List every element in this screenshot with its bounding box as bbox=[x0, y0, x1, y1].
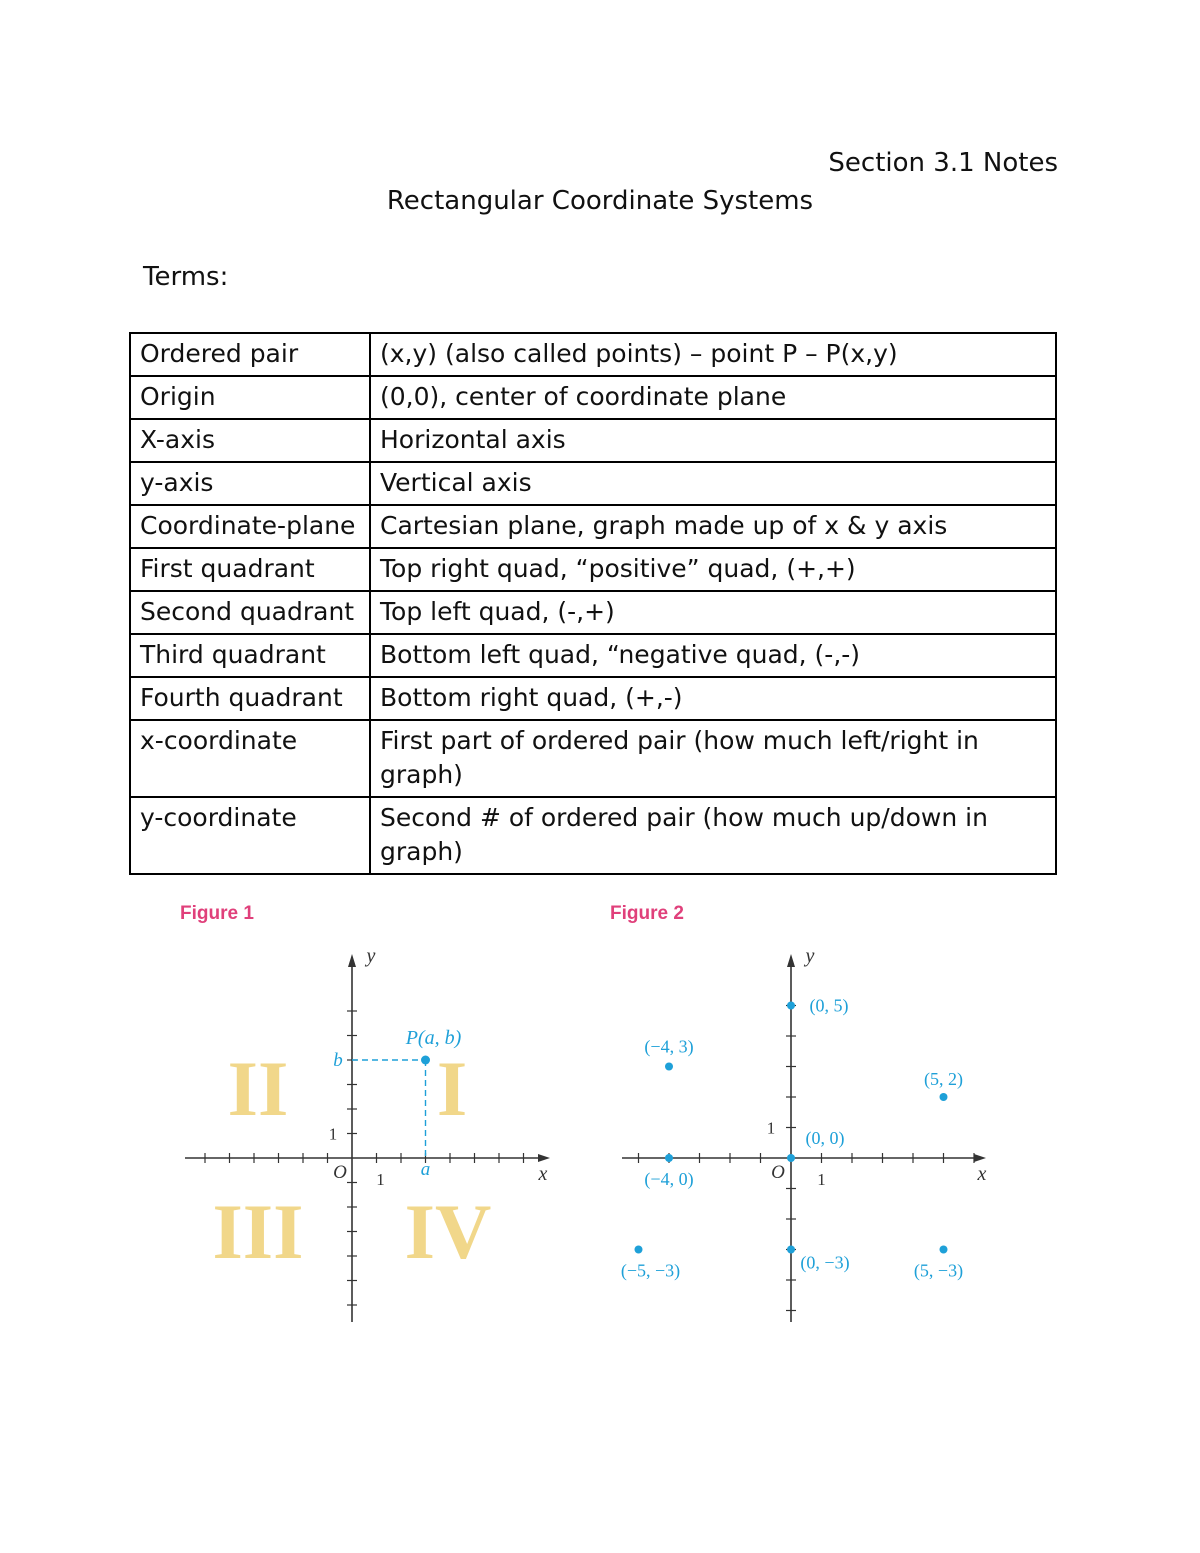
definition-cell: First part of ordered pair (how much left/right in graph) bbox=[370, 720, 1056, 797]
table-row bbox=[130, 797, 1056, 874]
table-row bbox=[130, 634, 1056, 677]
point-label: (5, −3) bbox=[913, 1260, 964, 1281]
definition-cell: (0,0), center of coordinate plane bbox=[370, 376, 1056, 419]
origin-label: O bbox=[333, 1162, 347, 1183]
page-title: Rectangular Coordinate Systems bbox=[386, 186, 814, 216]
data-point bbox=[665, 1154, 673, 1162]
term-cell: Fourth quadrant bbox=[130, 677, 370, 720]
table-row bbox=[130, 376, 1056, 419]
point-label: (−4, 3) bbox=[644, 1036, 694, 1057]
table-row bbox=[130, 462, 1056, 505]
table-row bbox=[130, 720, 1056, 797]
table-row bbox=[130, 548, 1056, 591]
data-point bbox=[940, 1093, 948, 1101]
point-label: (0, 0) bbox=[805, 1128, 845, 1148]
y-axis-label: y bbox=[805, 945, 815, 967]
terms-heading: Terms: bbox=[143, 262, 229, 292]
table-row bbox=[130, 419, 1056, 462]
figure1-graph bbox=[170, 940, 570, 1330]
section-label: Section 3.1 Notes bbox=[828, 148, 1058, 178]
term-cell: Coordinate-plane bbox=[130, 505, 370, 548]
table-row bbox=[130, 591, 1056, 634]
definition-cell: Second # of ordered pair (how much up/down in graph) bbox=[370, 797, 1056, 874]
term-cell: y-coordinate bbox=[130, 797, 370, 874]
b-label: b bbox=[333, 1050, 343, 1071]
y-unit-label: 1 bbox=[766, 1118, 776, 1138]
term-cell: x-coordinate bbox=[130, 720, 370, 797]
y-axis-label: y bbox=[366, 945, 376, 967]
definition-cell: Horizontal axis bbox=[370, 419, 1056, 462]
point-label: (−5, −3) bbox=[620, 1260, 681, 1281]
definition-cell: (x,y) (also called points) – point P – P(x,y) bbox=[370, 333, 1056, 376]
point-p-label: P(a, b) bbox=[405, 1027, 462, 1049]
term-cell: y-axis bbox=[130, 462, 370, 505]
definition-cell: Bottom left quad, “negative quad, (-,-) bbox=[370, 634, 1056, 677]
x-axis-label: x bbox=[977, 1163, 987, 1185]
terms-table bbox=[129, 332, 1057, 875]
point-label: (−4, 0) bbox=[644, 1169, 694, 1189]
x-unit-label: 1 bbox=[817, 1170, 826, 1189]
quadrant-3-label: III bbox=[212, 1188, 304, 1275]
point-p bbox=[421, 1056, 430, 1065]
data-point bbox=[787, 1154, 795, 1162]
data-point bbox=[665, 1063, 673, 1071]
data-point bbox=[635, 1246, 643, 1254]
term-cell: Origin bbox=[130, 376, 370, 419]
x-axis-label: x bbox=[538, 1163, 548, 1185]
table-row bbox=[130, 505, 1056, 548]
definition-cell: Top right quad, “positive” quad, (+,+) bbox=[370, 548, 1056, 591]
table-row bbox=[130, 677, 1056, 720]
origin-label: O bbox=[771, 1162, 785, 1183]
definition-cell: Cartesian plane, graph made up of x & y axis bbox=[370, 505, 1056, 548]
quadrant-2-label: II bbox=[227, 1045, 289, 1132]
x-axis-arrow-icon bbox=[538, 1154, 550, 1162]
figure2-graph bbox=[610, 940, 1000, 1330]
quadrant-4-label: IV bbox=[404, 1188, 492, 1275]
x-unit-label: 1 bbox=[376, 1170, 385, 1189]
definition-cell: Bottom right quad, (+,-) bbox=[370, 677, 1056, 720]
definition-cell: Top left quad, (-,+) bbox=[370, 591, 1056, 634]
term-cell: Ordered pair bbox=[130, 333, 370, 376]
figure2-title: Figure 2 bbox=[610, 903, 684, 924]
term-cell: First quadrant bbox=[130, 548, 370, 591]
y-axis-arrow-icon bbox=[787, 954, 795, 967]
term-cell: Second quadrant bbox=[130, 591, 370, 634]
data-point bbox=[787, 1246, 795, 1254]
data-point bbox=[787, 1002, 795, 1010]
term-cell: X-axis bbox=[130, 419, 370, 462]
definition-cell: Vertical axis bbox=[370, 462, 1056, 505]
a-label: a bbox=[420, 1159, 431, 1180]
point-label: (5, 2) bbox=[924, 1069, 963, 1089]
y-unit-label: 1 bbox=[328, 1124, 338, 1144]
x-axis-arrow-icon bbox=[974, 1154, 986, 1162]
term-cell: Third quadrant bbox=[130, 634, 370, 677]
point-label: (0, −3) bbox=[800, 1252, 850, 1273]
figure1-title: Figure 1 bbox=[180, 903, 254, 924]
quadrant-1-label: I bbox=[436, 1045, 468, 1132]
point-label: (0, 5) bbox=[809, 995, 849, 1016]
y-axis-arrow-icon bbox=[348, 954, 356, 967]
data-point bbox=[940, 1246, 948, 1254]
table-row bbox=[130, 333, 1056, 376]
